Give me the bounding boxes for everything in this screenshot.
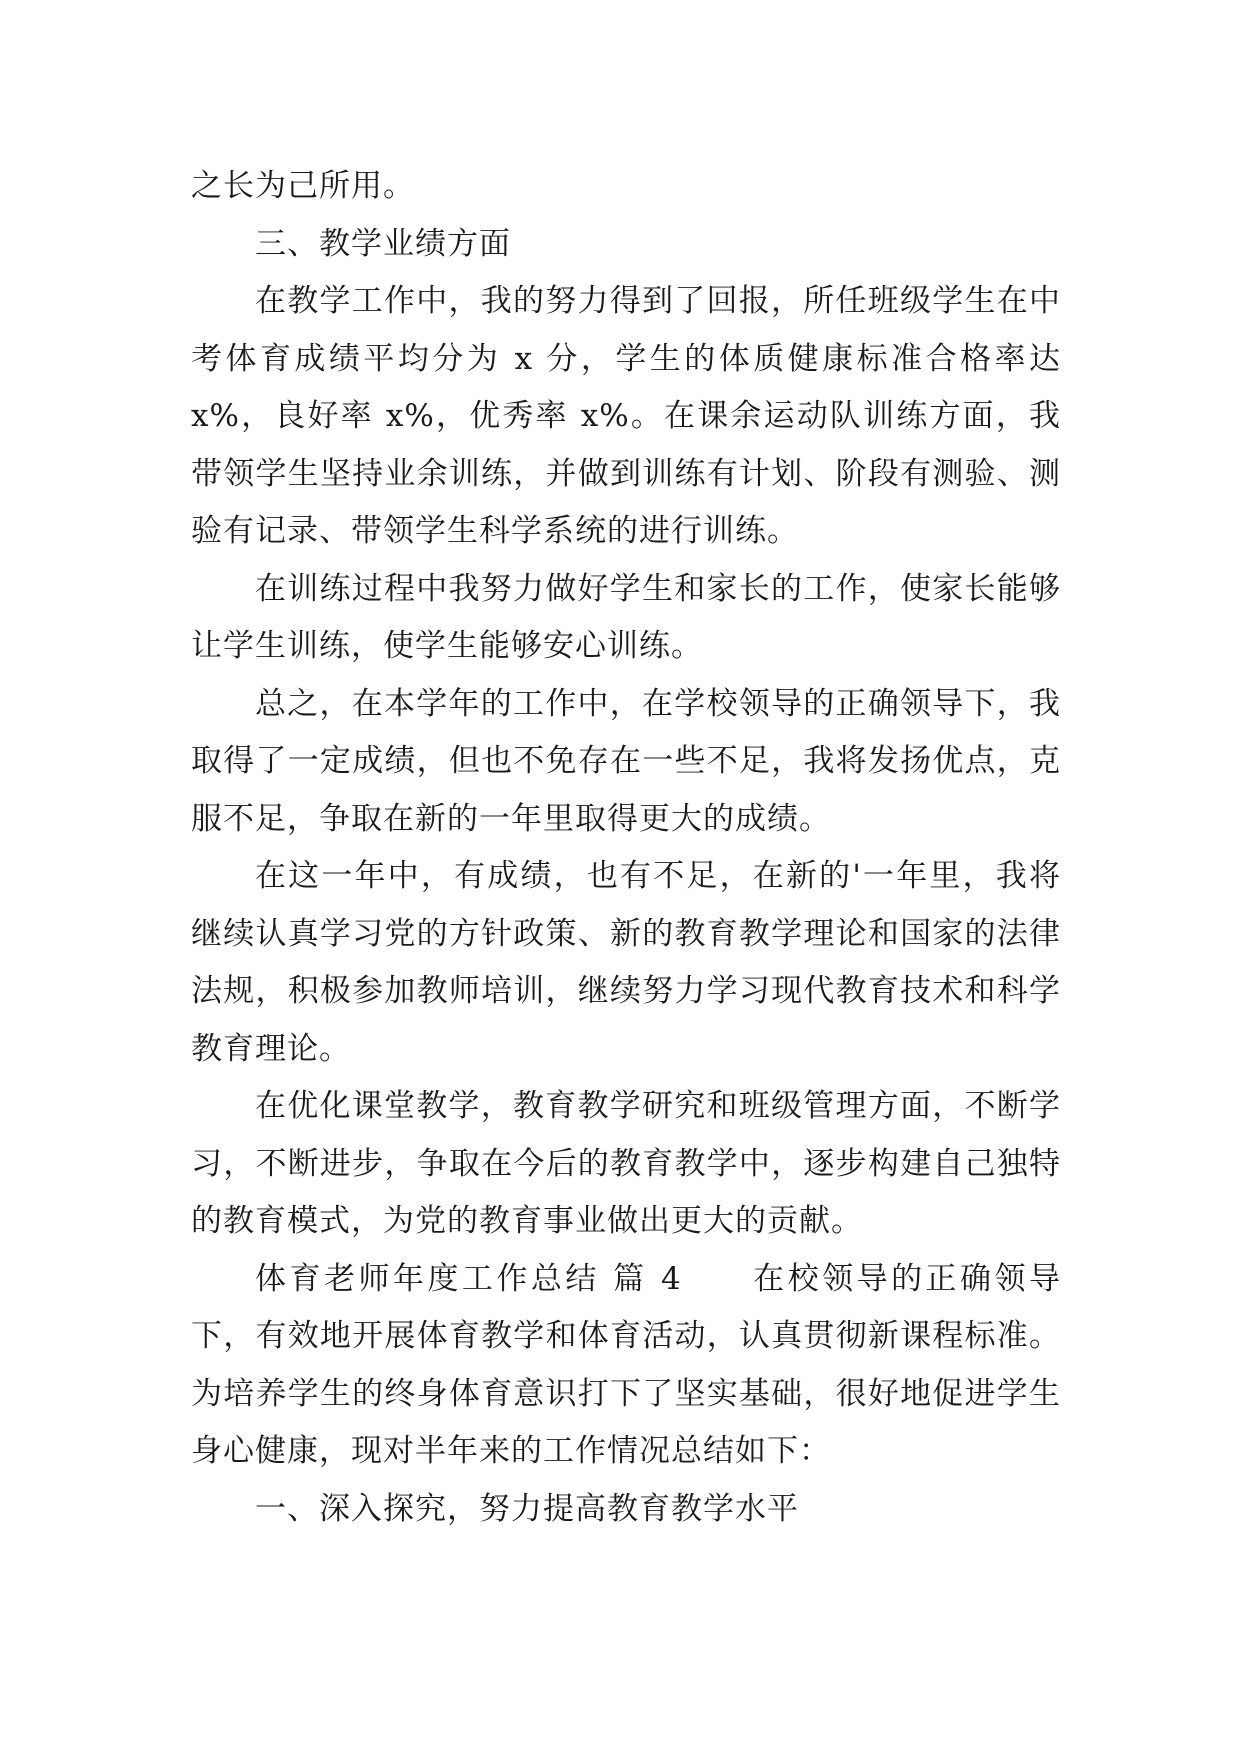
- section-heading-deep-research: 一、深入探究，努力提高教育教学水平: [255, 1490, 799, 1527]
- paragraph-teaching-results: 在教学工作中，我的努力得到了回报，所任班级学生在中考体育成绩平均分为 x 分，学生的体质健康标准合格率达x%，良好率 x%，优秀率 x%。在课余运动队训练方面，我带领学生坚持业余训练，并做到训练有计划、阶段有测验、测验有记录、带领学生科学系统的进行训练。: [191, 283, 1061, 549]
- paragraph-training-process: 在训练过程中我努力做好学生和家长的工作，使家长能够让学生训练，使学生能够安心训练。: [191, 570, 1061, 664]
- paragraph-article-4-intro: 体育老师年度工作总结 篇 4 在校领导的正确领导下，有效地开展体育教学和体育活动，认真贯彻新课程标准。为培养学生的终身体育意识打下了坚实基础，很好地促进学生身心健康，现对半年来的工作情况总结如下：: [191, 1260, 1061, 1469]
- paragraph-summary: 总之，在本学年的工作中，在学校领导的正确领导下，我取得了一定成绩，但也不免存在一些不足，我将发扬优点，克服不足，争取在新的一年里取得更大的成绩。: [191, 685, 1061, 837]
- paragraph-classroom-optimization: 在优化课堂教学，教育教学研究和班级管理方面，不断学习，不断进步，争取在今后的教育教学中，逐步构建自己独特的教育模式，为党的教育事业做出更大的贡献。: [191, 1088, 1061, 1239]
- document-body: [191, 158, 1061, 1538]
- section-heading-teaching-achievements: 三、教学业绩方面: [255, 225, 511, 262]
- paragraph-continuation: 之长为己所用。: [191, 168, 415, 204]
- paragraph-next-year: 在这一年中，有成绩，也有不足，在新的'一年里，我将继续认真学习党的方针政策、新的教育教学理论和国家的法律法规，积极参加教师培训，继续努力学习现代教育技术和科学教育理论。: [191, 858, 1061, 1067]
